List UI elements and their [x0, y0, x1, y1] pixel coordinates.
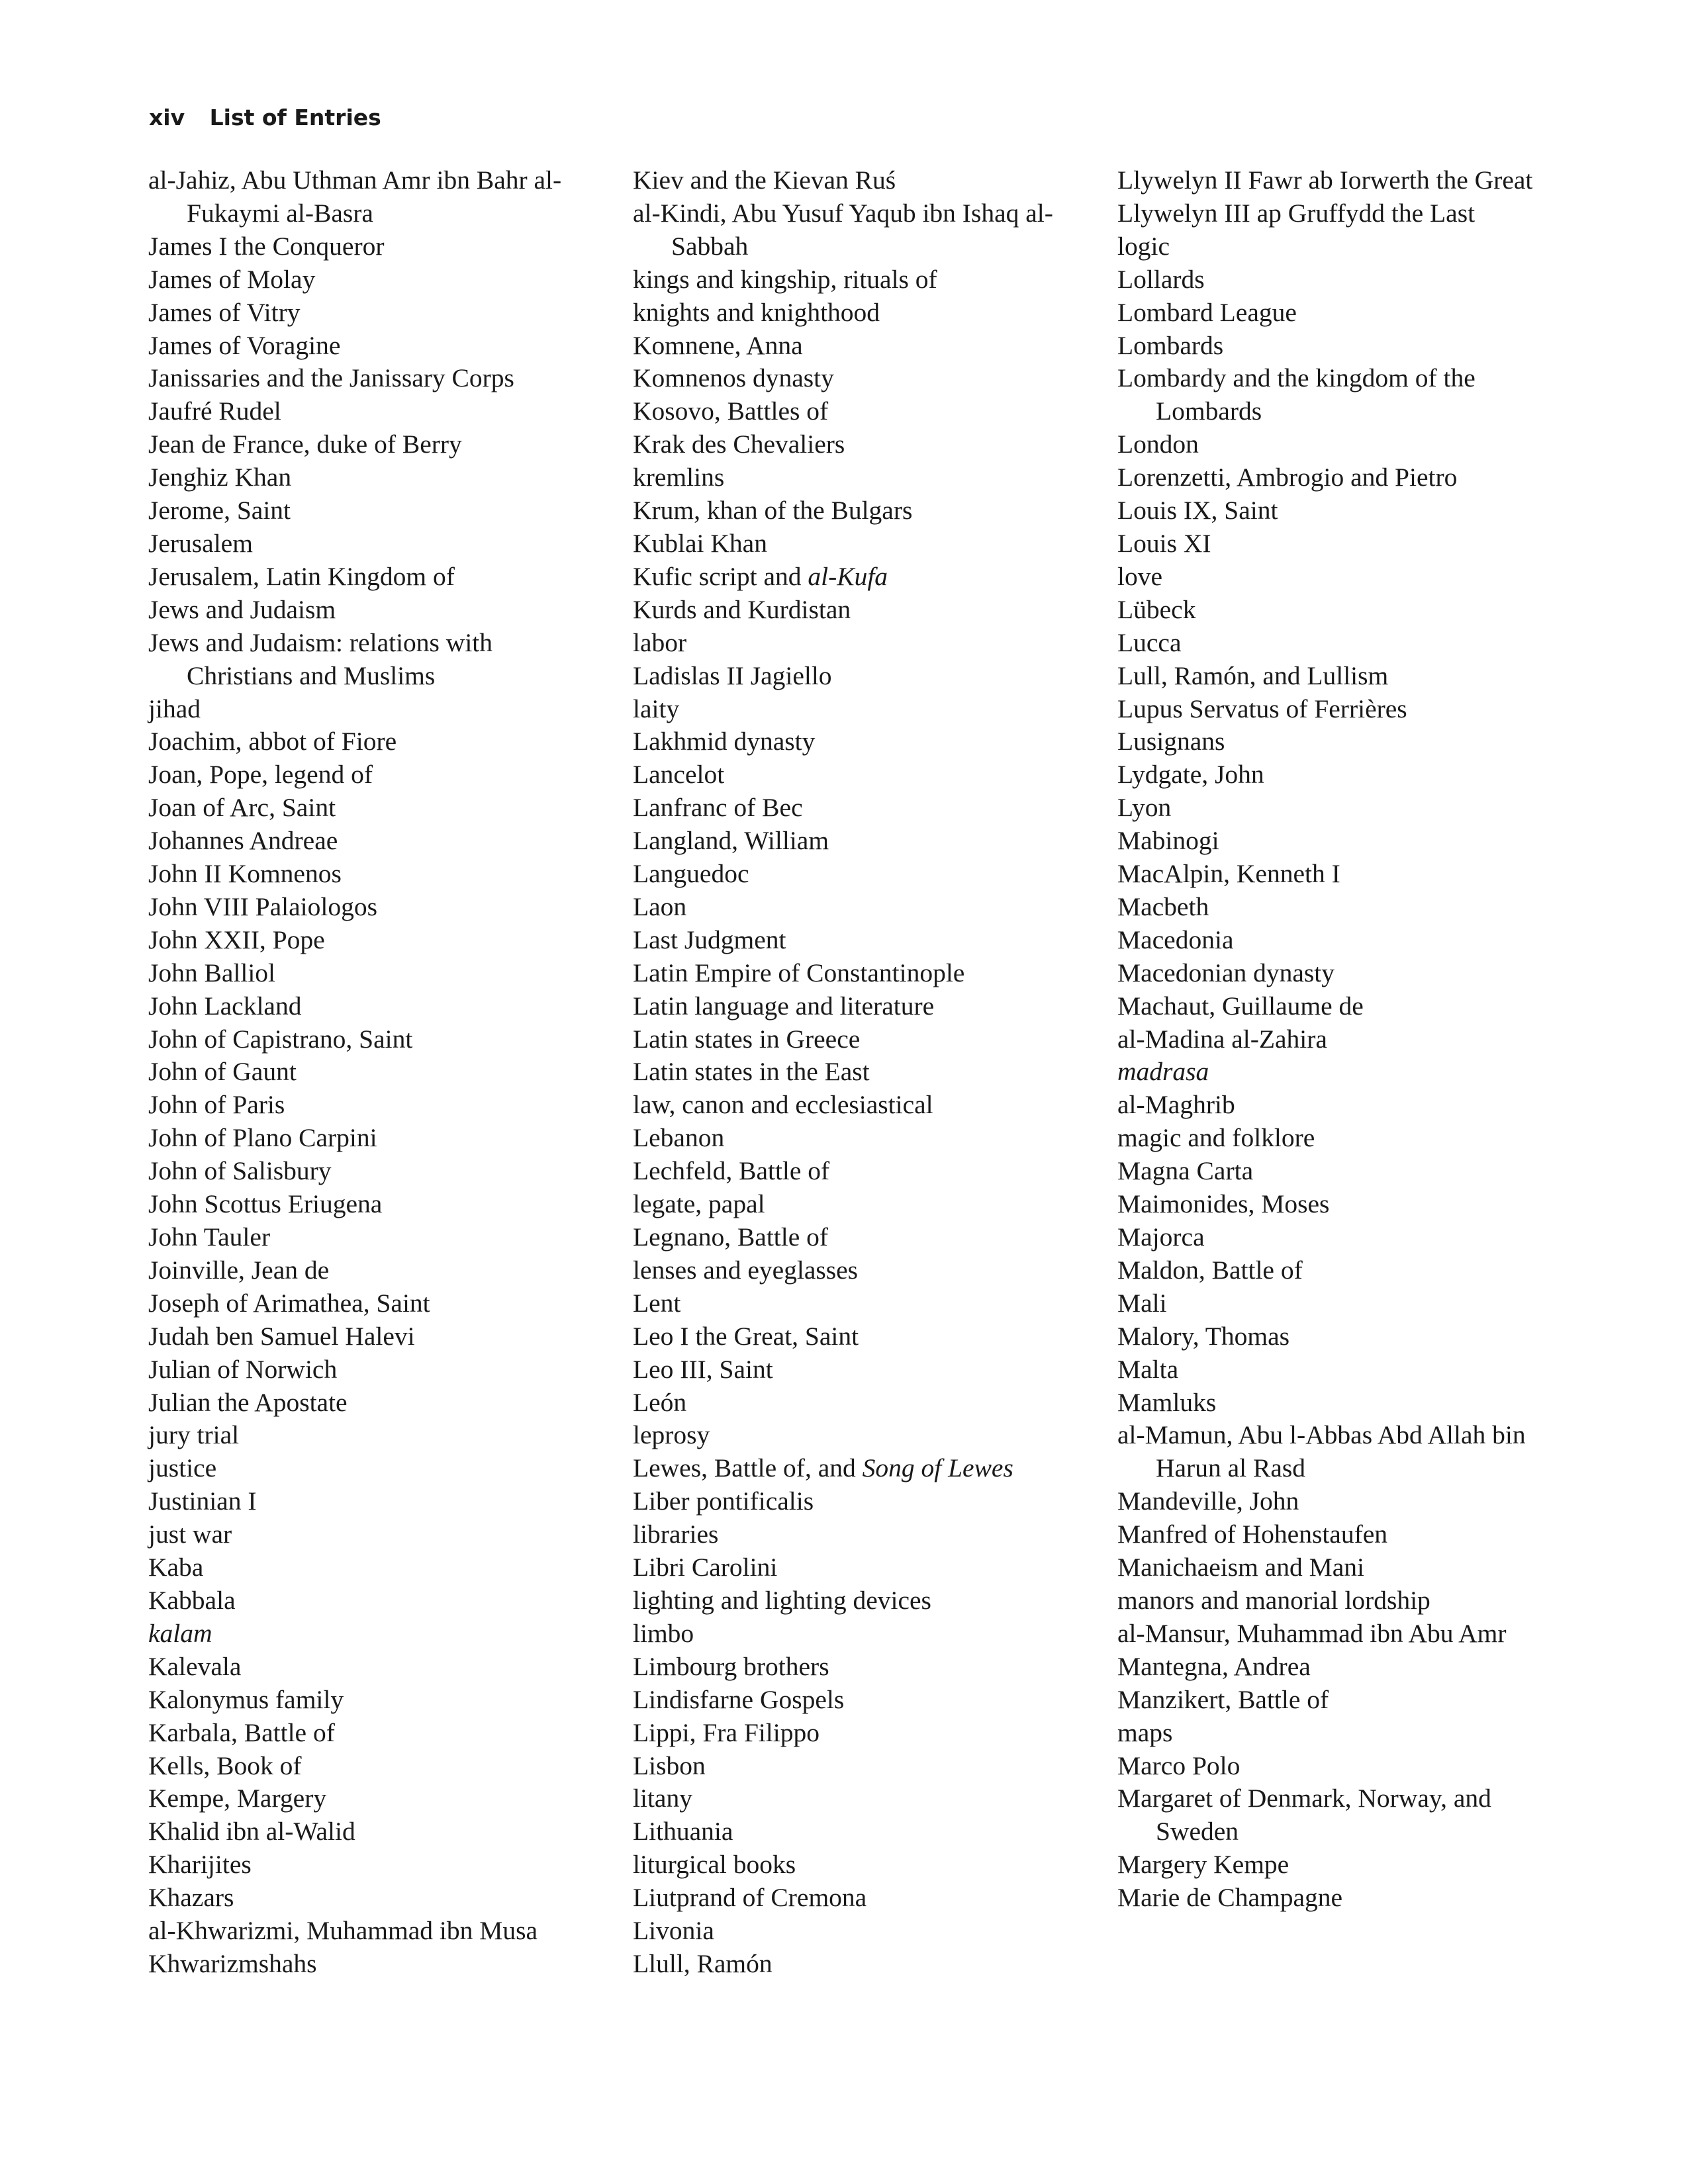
list-item: Jews and Judaism	[148, 594, 336, 624]
list-item: labor	[633, 627, 687, 657]
list-item: maps	[1117, 1717, 1173, 1747]
list-item: Kufic script and al-Kufa	[633, 561, 888, 591]
list-item: James of Molay	[148, 264, 316, 294]
list-item: Lewes, Battle of, and Song of Lewes	[633, 1453, 1013, 1483]
list-item: Kabbala	[148, 1585, 236, 1615]
list-item: Livonia	[633, 1916, 714, 1946]
list-item: al-Kindi, Abu Yusuf Yaqub ibn Ishaq al-Sabbah	[633, 198, 1053, 261]
list-item: Lechfeld, Battle of	[633, 1156, 830, 1186]
list-item: Julian the Apostate	[148, 1387, 348, 1417]
list-item: Lombardy and the kingdom of the Lombards	[1117, 363, 1476, 426]
list-item: Margaret of Denmark, Norway, and Sweden	[1117, 1784, 1491, 1846]
list-item: Jews and Judaism: relations with Christians and Muslims	[148, 627, 493, 690]
list-item: Kaba	[148, 1553, 204, 1582]
list-item: Kempe, Margery	[148, 1784, 327, 1813]
list-item: Lancelot	[633, 760, 725, 790]
list-item: John Lackland	[148, 991, 302, 1021]
list-item: Karbala, Battle of	[148, 1717, 335, 1747]
list-item: Langland, William	[633, 826, 829, 856]
list-item: Laon	[633, 891, 687, 921]
list-item: Kharijites	[148, 1850, 252, 1880]
running-header	[149, 105, 381, 131]
list-item: Latin states in Greece	[633, 1024, 861, 1054]
list-item: John Balliol	[148, 958, 276, 987]
list-item: Liber pontificalis	[633, 1486, 814, 1516]
list-item: litany	[633, 1784, 692, 1813]
list-item: John of Salisbury	[148, 1156, 332, 1186]
list-item: Margery Kempe	[1117, 1850, 1289, 1880]
list-item: Lombards	[1117, 330, 1224, 360]
list-item: Kalevala	[148, 1651, 242, 1681]
list-item: jury trial	[148, 1420, 240, 1450]
list-item: John Scottus Eriugena	[148, 1189, 383, 1219]
list-item: Khazars	[148, 1883, 234, 1913]
list-item: Magna Carta	[1117, 1156, 1254, 1186]
list-item: Lusignans	[1117, 727, 1225, 756]
list-item: justice	[148, 1453, 217, 1483]
list-item: Last Judgment	[633, 925, 786, 954]
list-item: Judah ben Samuel Halevi	[148, 1321, 415, 1351]
list-item: Lent	[633, 1288, 681, 1318]
list-item: Joan, Pope, legend of	[148, 760, 373, 790]
list-item: lighting and lighting devices	[633, 1585, 931, 1615]
list-item: magic and folklore	[1117, 1123, 1315, 1153]
list-item: al-Khwarizmi, Muhammad ibn Musa	[148, 1916, 538, 1946]
list-item: lenses and eyeglasses	[633, 1255, 859, 1285]
list-item: kings and kingship, rituals of	[633, 264, 937, 294]
list-item: León	[633, 1387, 687, 1417]
list-item: Mabinogi	[1117, 826, 1219, 856]
list-item: Macbeth	[1117, 891, 1209, 921]
list-item: Lithuania	[633, 1817, 733, 1846]
list-item: Kiev and the Kievan Ruś	[633, 165, 896, 195]
list-item: Jenghiz Khan	[148, 463, 292, 492]
list-item: Mandeville, John	[1117, 1486, 1299, 1516]
list-item: John of Plano Carpini	[148, 1123, 377, 1153]
list-item: al-Mamun, Abu l-Abbas Abd Allah bin Harun al Rasd	[1117, 1420, 1526, 1483]
list-item: Janissaries and the Janissary Corps	[148, 363, 514, 393]
list-item: John II Komnenos	[148, 859, 342, 889]
list-item: Llywelyn III ap Gruffydd the Last	[1117, 198, 1476, 228]
list-item: John of Capistrano, Saint	[148, 1024, 413, 1054]
entry-column-3	[1117, 164, 1568, 1915]
list-item: Johannes Andreae	[148, 826, 338, 856]
list-item: Kells, Book of	[148, 1751, 302, 1780]
list-item: Majorca	[1117, 1222, 1205, 1251]
list-item: Jerome, Saint	[148, 496, 291, 525]
list-item: James of Voragine	[148, 330, 341, 360]
list-item: Komnenos dynasty	[633, 363, 834, 393]
list-item: Machaut, Guillaume de	[1117, 991, 1364, 1021]
list-item: Llywelyn II Fawr ab Iorwerth the Great	[1117, 165, 1533, 195]
list-item: Joachim, abbot of Fiore	[148, 727, 397, 756]
list-item: James I the Conqueror	[148, 231, 385, 261]
list-item: Lakhmid dynasty	[633, 727, 816, 756]
list-item: Kublai Khan	[633, 528, 767, 558]
list-item: Leo I the Great, Saint	[633, 1321, 859, 1351]
list-item: Khwarizmshahs	[148, 1948, 317, 1978]
list-item: jihad	[148, 694, 201, 723]
list-item: Limbourg brothers	[633, 1651, 829, 1681]
list-item: Jaufré Rudel	[148, 396, 281, 426]
list-item: Manfred of Hohenstaufen	[1117, 1520, 1388, 1549]
list-item: Maldon, Battle of	[1117, 1255, 1303, 1285]
list-item: Legnano, Battle of	[633, 1222, 829, 1251]
list-item: manors and manorial lordship	[1117, 1585, 1430, 1615]
list-item: John Tauler	[148, 1222, 271, 1251]
list-item: Latin states in the East	[633, 1057, 870, 1087]
list-item: madrasa	[1117, 1057, 1209, 1087]
list-item: Lübeck	[1117, 594, 1196, 624]
list-item: Kosovo, Battles of	[633, 396, 829, 426]
list-item: Marie de Champagne	[1117, 1883, 1343, 1913]
list-item: leprosy	[633, 1420, 710, 1450]
list-item: London	[1117, 430, 1199, 459]
list-item: Lull, Ramón, and Lullism	[1117, 660, 1389, 690]
list-item: Macedonian dynasty	[1117, 958, 1335, 987]
list-item: Malta	[1117, 1354, 1179, 1384]
list-item: Mantegna, Andrea	[1117, 1651, 1311, 1681]
list-item: Julian of Norwich	[148, 1354, 338, 1384]
list-item: Jerusalem	[148, 528, 253, 558]
list-item: John of Paris	[148, 1090, 285, 1120]
list-item: Jerusalem, Latin Kingdom of	[148, 561, 455, 591]
list-item: Lydgate, John	[1117, 760, 1264, 790]
list-item: Jean de France, duke of Berry	[148, 430, 462, 459]
list-item: Languedoc	[633, 859, 749, 889]
entry-column-2	[633, 164, 1083, 1981]
list-item: Leo III, Saint	[633, 1354, 773, 1384]
list-item: Louis XI	[1117, 528, 1211, 558]
list-item: Joan of Arc, Saint	[148, 793, 336, 823]
list-item: logic	[1117, 231, 1170, 261]
list-item: Komnene, Anna	[633, 330, 803, 360]
list-item: Lupus Servatus of Ferrières	[1117, 694, 1407, 723]
list-item: knights and knighthood	[633, 297, 880, 327]
list-item: Maimonides, Moses	[1117, 1189, 1330, 1219]
list-item: Lombard League	[1117, 297, 1297, 327]
list-item: Latin Empire of Constantinople	[633, 958, 965, 987]
list-item: laity	[633, 694, 680, 723]
list-item: Joinville, Jean de	[148, 1255, 330, 1285]
list-item: Manzikert, Battle of	[1117, 1684, 1329, 1714]
list-item: al-Jahiz, Abu Uthman Amr ibn Bahr al-Fukaymi al-Basra	[148, 165, 562, 228]
list-item: Krum, khan of the Bulgars	[633, 496, 913, 525]
list-item: Macedonia	[1117, 925, 1234, 954]
list-item: Kurds and Kurdistan	[633, 594, 851, 624]
list-item: Latin language and literature	[633, 991, 935, 1021]
page-number: xiv	[149, 105, 185, 130]
list-item: James of Vitry	[148, 297, 301, 327]
list-item: Lisbon	[633, 1751, 706, 1780]
list-item: Justinian I	[148, 1486, 257, 1516]
list-item: Lollards	[1117, 264, 1205, 294]
list-item: limbo	[633, 1618, 694, 1648]
list-item: Lindisfarne Gospels	[633, 1684, 845, 1714]
list-item: Lippi, Fra Filippo	[633, 1717, 820, 1747]
entry-column-1	[148, 164, 598, 1981]
list-item: Khalid ibn al-Walid	[148, 1817, 355, 1846]
list-item: Malory, Thomas	[1117, 1321, 1290, 1351]
list-item: Lanfranc of Bec	[633, 793, 803, 823]
list-item: kalam	[148, 1618, 212, 1648]
list-item: John XXII, Pope	[148, 925, 325, 954]
list-item: liturgical books	[633, 1850, 796, 1880]
list-item: libraries	[633, 1520, 719, 1549]
list-item: al-Madina al-Zahira	[1117, 1024, 1327, 1054]
list-item: Libri Carolini	[633, 1553, 778, 1582]
list-item: Manichaeism and Mani	[1117, 1553, 1364, 1582]
list-item: Liutprand of Cremona	[633, 1883, 867, 1913]
list-item: just war	[148, 1520, 232, 1549]
list-item: Ladislas II Jagiello	[633, 660, 832, 690]
list-item: Louis IX, Saint	[1117, 496, 1278, 525]
list-item: Lyon	[1117, 793, 1172, 823]
list-item: love	[1117, 561, 1163, 591]
list-item: Lucca	[1117, 627, 1182, 657]
list-item: Mamluks	[1117, 1387, 1217, 1417]
list-item: MacAlpin, Kenneth I	[1117, 859, 1340, 889]
list-item: Krak des Chevaliers	[633, 430, 845, 459]
list-item: law, canon and ecclesiastical	[633, 1090, 933, 1120]
list-item: al-Mansur, Muhammad ibn Abu Amr	[1117, 1618, 1507, 1648]
running-title: List of Entries	[209, 105, 381, 130]
list-item: kremlins	[633, 463, 725, 492]
list-item: Lebanon	[633, 1123, 725, 1153]
list-item: Joseph of Arimathea, Saint	[148, 1288, 430, 1318]
list-item: legate, papal	[633, 1189, 765, 1219]
list-item: Llull, Ramón	[633, 1948, 773, 1978]
list-item: al-Maghrib	[1117, 1090, 1235, 1120]
list-item: John VIII Palaiologos	[148, 891, 377, 921]
list-item: John of Gaunt	[148, 1057, 297, 1087]
list-item: Lorenzetti, Ambrogio and Pietro	[1117, 463, 1458, 492]
list-item: Mali	[1117, 1288, 1167, 1318]
list-item: Marco Polo	[1117, 1751, 1241, 1780]
list-item: Kalonymus family	[148, 1684, 344, 1714]
